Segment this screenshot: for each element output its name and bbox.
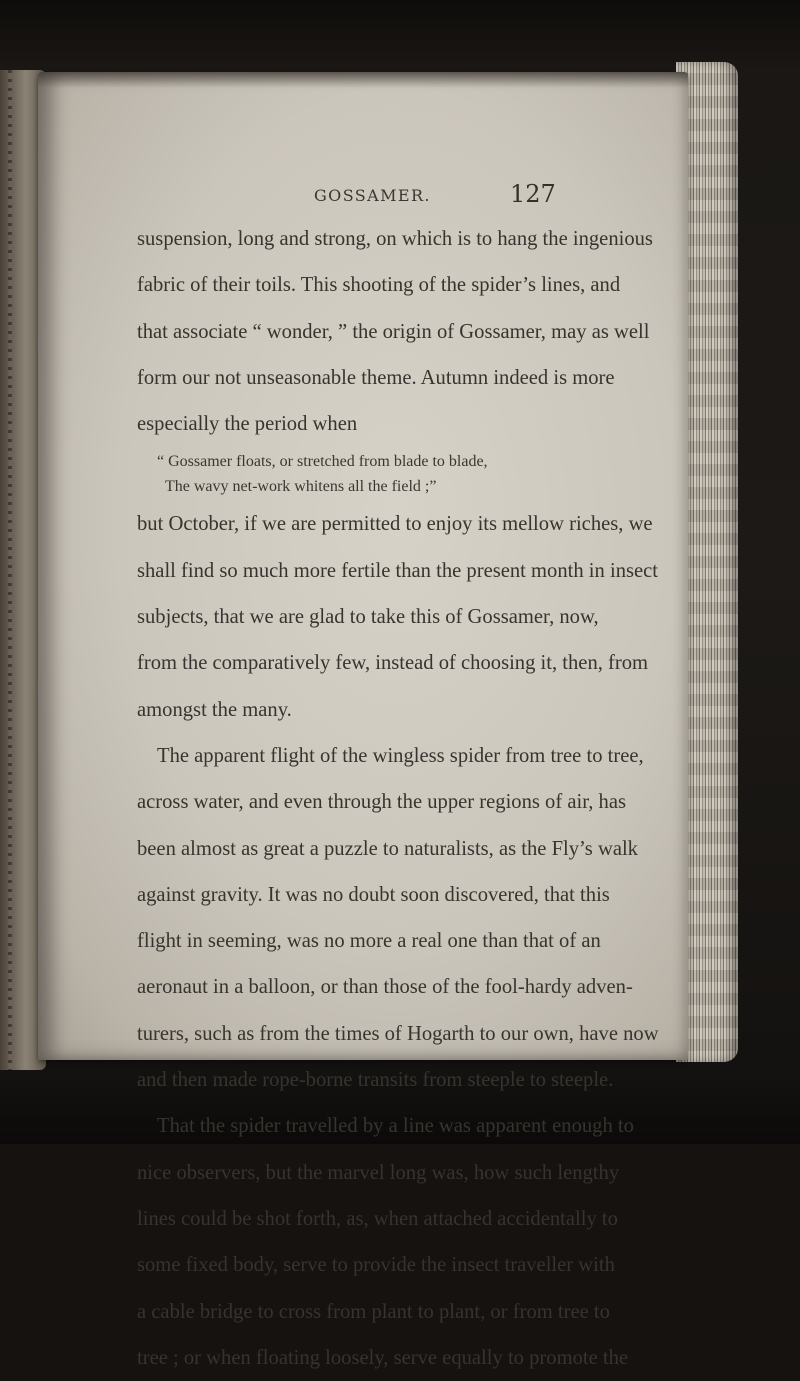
- text-line: across water, and even through the upper regions of air, has: [137, 791, 627, 814]
- text-line: flight in seeming, was no more a real one than that of an: [137, 930, 601, 953]
- text-line: That the spider travelled by a line was apparent enough to: [157, 1115, 634, 1138]
- page-number: 127: [510, 180, 556, 208]
- text-line: turers, such as from the times of Hogarth to our own, have now: [137, 1022, 659, 1045]
- text-line: that associate “ wonder, ” the origin of Gossamer, may as well: [137, 320, 650, 343]
- text-line: but October, if we are permitted to enjoy its mellow riches, we: [137, 513, 653, 536]
- body-text: [137, 216, 659, 1381]
- text-line: especially the period when: [137, 413, 358, 436]
- text-line: shall find so much more fertile than the present month in insect: [137, 559, 659, 582]
- text-line: some fixed body, serve to provide the insect traveller with: [137, 1254, 615, 1277]
- page-top-shadow: [38, 72, 688, 88]
- text-line: nice observers, but the marvel long was, how such lengthy: [137, 1161, 620, 1184]
- text-line: fabric of their toils. This shooting of the spider’s lines, and: [137, 274, 621, 297]
- paragraph-2: [137, 501, 659, 732]
- verse-quote: [137, 449, 563, 501]
- text-line: lines could be shot forth, as, when attached accidentally to: [137, 1207, 618, 1230]
- text-line: form our not unseasonable theme. Autumn indeed is more: [137, 366, 615, 389]
- paragraph-3: [137, 733, 659, 1103]
- text-line: a cable bridge to cross from plant to plant, or from tree to: [137, 1300, 610, 1323]
- text-line: suspension, long and strong, on which is to hang the ingenious: [137, 228, 653, 250]
- text-line: been almost as great a puzzle to naturalists, as the Fly’s walk: [137, 837, 638, 860]
- text-line: aeronaut in a balloon, or than those of the fool-hardy adven-: [137, 976, 633, 999]
- text-line: subjects, that we are glad to take this of Gossamer, now,: [137, 606, 599, 629]
- quote-line: The wavy net-work whitens all the field ;”: [165, 478, 437, 496]
- text-line: and then made rope-borne transits from steeple to steeple.: [137, 1069, 614, 1092]
- paragraph-1: [137, 216, 653, 447]
- text-line: amongst the many.: [137, 698, 292, 721]
- text-line: tree ; or when floating loosely, serve equally to promote the: [137, 1346, 629, 1369]
- paragraph-4: [137, 1103, 634, 1381]
- text-line: against gravity. It was no doubt soon discovered, that this: [137, 883, 610, 906]
- running-title: GOSSAMER.: [314, 186, 431, 205]
- text-line: from the comparatively few, instead of choosing it, then, from: [137, 652, 649, 675]
- quote-line: “ Gossamer floats, or stretched from blade to blade,: [157, 453, 488, 471]
- running-header: [0, 180, 800, 216]
- text-line: The apparent flight of the wingless spider from tree to tree,: [157, 744, 644, 767]
